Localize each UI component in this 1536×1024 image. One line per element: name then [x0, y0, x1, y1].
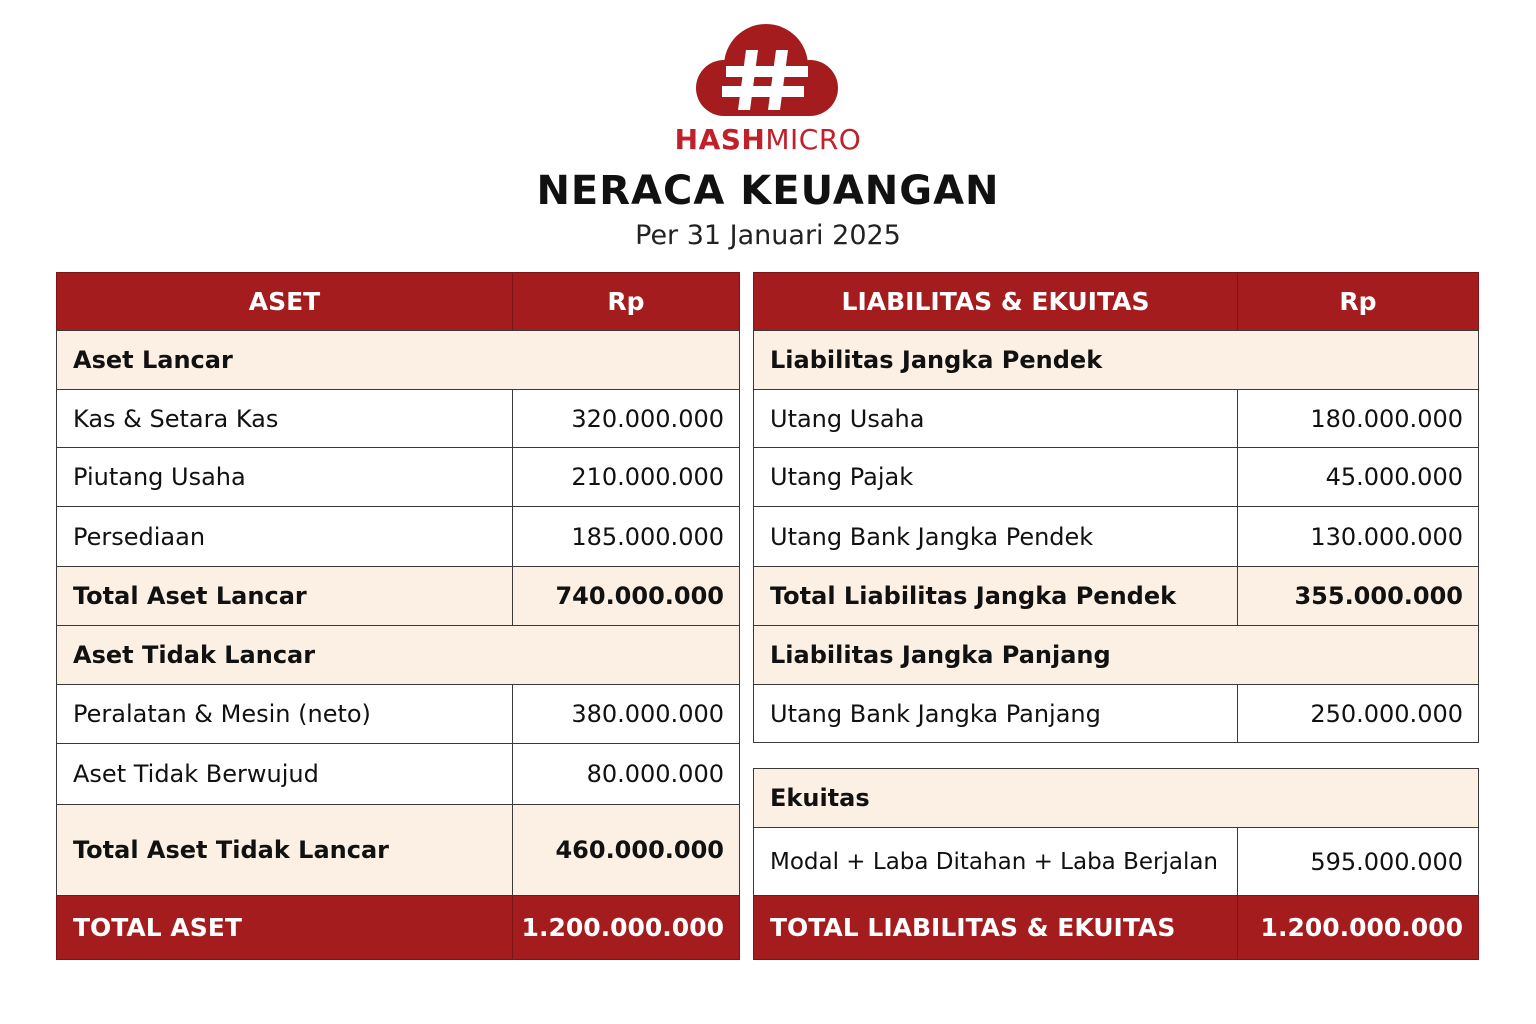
table-row-label: Kas & Setara Kas	[56, 389, 513, 448]
table-row-label: Persediaan	[56, 506, 513, 567]
total-short-term-liabilities-label: Total Liabilitas Jangka Pendek	[753, 566, 1238, 626]
table-row-label: Piutang Usaha	[56, 447, 513, 507]
section-long-term-liabilities: Liabilitas Jangka Panjang	[753, 625, 1479, 685]
assets-header-label: ASET	[56, 272, 513, 331]
section-short-term-liabilities: Liabilitas Jangka Pendek	[753, 330, 1479, 390]
grand-total-assets-value: 1.200.000.000	[512, 895, 740, 960]
brand-wordmark	[560, 123, 976, 157]
hashtag-cloud-icon	[688, 20, 844, 116]
section-current-assets: Aset Lancar	[56, 330, 740, 390]
table-row-label: Utang Bank Jangka Panjang	[753, 684, 1238, 743]
table-row-value: 45.000.000	[1237, 447, 1479, 507]
table-row-value: 80.000.000	[512, 743, 740, 805]
table-row-value: 130.000.000	[1237, 506, 1479, 567]
table-row-label: Peralatan & Mesin (neto)	[56, 684, 513, 744]
table-row-value: 320.000.000	[512, 389, 740, 448]
liabilities-equity-table	[753, 272, 1479, 960]
total-current-assets-label: Total Aset Lancar	[56, 566, 513, 626]
grand-total-liabilities-equity-label: TOTAL LIABILITAS & EKUITAS	[753, 895, 1238, 960]
table-row-value: 595.000.000	[1237, 827, 1479, 896]
table-row-value: 180.000.000	[1237, 389, 1479, 448]
grand-total-liabilities-equity-value: 1.200.000.000	[1237, 895, 1479, 960]
liabilities-header-label: LIABILITAS & EKUITAS	[753, 272, 1238, 331]
total-non-current-assets-label: Total Aset Tidak Lancar	[56, 804, 513, 896]
total-current-assets-value: 740.000.000	[512, 566, 740, 626]
assets-header-currency: Rp	[512, 272, 740, 331]
assets-table	[56, 272, 740, 960]
page-title: NERACA KEUANGAN	[536, 168, 1000, 214]
grand-total-assets-label: TOTAL ASET	[56, 895, 513, 960]
brand-logo	[688, 20, 844, 116]
total-short-term-liabilities-value: 355.000.000	[1237, 566, 1479, 626]
table-row-label: Utang Usaha	[753, 389, 1238, 448]
total-non-current-assets-value: 460.000.000	[512, 804, 740, 896]
table-row-label: Utang Bank Jangka Pendek	[753, 506, 1238, 567]
section-equity: Ekuitas	[753, 768, 1479, 828]
table-row-value: 185.000.000	[512, 506, 740, 567]
table-row-label: Modal + Laba Ditahan + Laba Berjalan	[753, 827, 1238, 896]
brand-name-bold: HASH	[674, 123, 766, 156]
section-non-current-assets: Aset Tidak Lancar	[56, 625, 740, 685]
table-row-label: Utang Pajak	[753, 447, 1238, 507]
brand-name-regular: MICRO	[765, 123, 862, 156]
table-row-value: 210.000.000	[512, 447, 740, 507]
table-row-value: 380.000.000	[512, 684, 740, 744]
table-row-label: Aset Tidak Berwujud	[56, 743, 513, 805]
liabilities-header-currency: Rp	[1237, 272, 1479, 331]
page-subtitle: Per 31 Januari 2025	[635, 220, 901, 251]
table-row-value: 250.000.000	[1237, 684, 1479, 743]
